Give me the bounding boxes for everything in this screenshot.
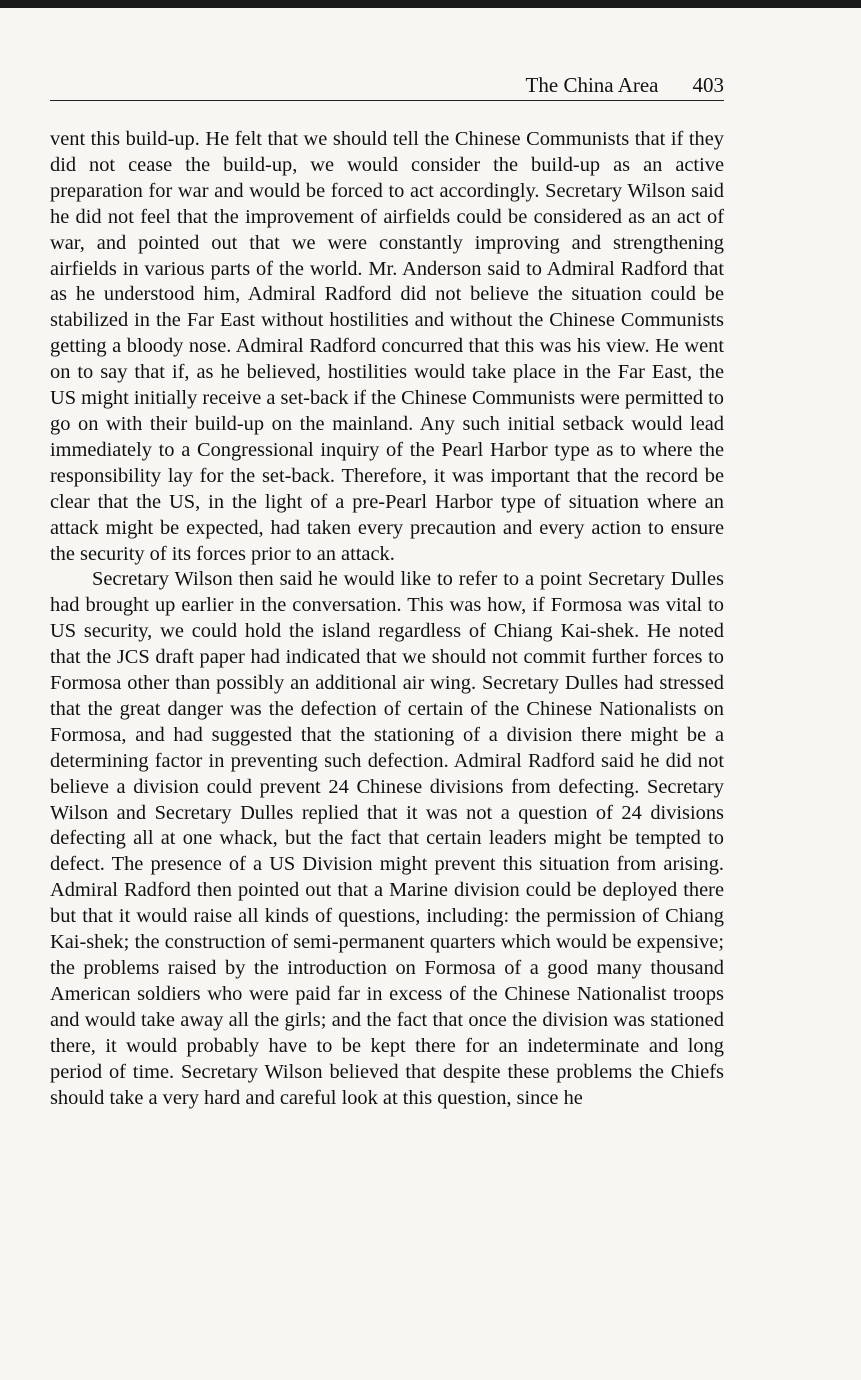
- section-title: The China Area: [525, 73, 659, 97]
- body-text: [50, 127, 724, 1111]
- page-top-edge: [0, 0, 861, 8]
- paragraph-continued: vent this build-up. He felt that we should tell the Chinese Communists that if they did not cease the build-up, we would consider the build-up as an active preparation for war and would be forced to act accordingly. Secretary Wilson said he did not feel that the improvement of airfields could be considered as an act of war, and pointed out that we were constantly improving and strengthening airfields in various parts of the world. Mr. Anderson said to Admiral Radford that as he understood him, Admiral Radford did not believe the situation could be stabilized in the Far East without hostilities and without the Chinese Communists getting a bloody nose. Admiral Radford concurred that this was his view. He went on to say that if, as he believed, hostilities would take place in the Far East, the US might initially receive a set-back if the Chinese Communists were permitted to go on with their build-up on the mainland. Any such initial setback would lead immediately to a Congressional inquiry of the Pearl Harbor type as to where the responsibility lay for the set-back. Therefore, it was important that the record be clear that the US, in the light of a pre-Pearl Harbor type of situation where an attack might be expected, had taken every precaution and every action to ensure the security of its forces prior to an attack.: [50, 128, 724, 565]
- document-page: [50, 72, 724, 1111]
- running-header: [50, 72, 724, 101]
- page-number: 403: [692, 73, 724, 97]
- paragraph: Secretary Wilson then said he would like to refer to a point Secretary Dulles had brought up earlier in the conversation. This was how, if Formosa was vital to US security, we could hold the island regardless of Chiang Kai-shek. He noted that the JCS draft paper had indicated that we should not commit further forces to Formosa other than possibly an additional air wing. Secretary Dulles had stressed that the great danger was the defection of certain of the Chinese Nationalists on Formosa, and had suggested that the stationing of a division there might be a determining factor in preventing such defection. Admiral Radford said he did not believe a division could prevent 24 Chinese divisions from defecting. Secretary Wilson and Secretary Dulles replied that it was not a question of 24 divisions defecting all at one whack, but the fact that certain leaders might be tempted to defect. The presence of a US Division might prevent this situation from arising. Admiral Radford then pointed out that a Marine division could be deployed there but that it would raise all kinds of questions, including: the permission of Chiang Kai-shek; the construction of semi-permanent quarters which would be expensive; the problems raised by the introduction on Formosa of a good many thousand American soldiers who were paid far in excess of the Chinese Nationalist troops and would take away all the girls; and the fact that once the division was stationed there, it would probably have to be kept there for an indeterminate and long period of time. Secretary Wilson believed that despite these problems the Chiefs should take a very hard and careful look at this question, since he: [50, 568, 724, 1109]
